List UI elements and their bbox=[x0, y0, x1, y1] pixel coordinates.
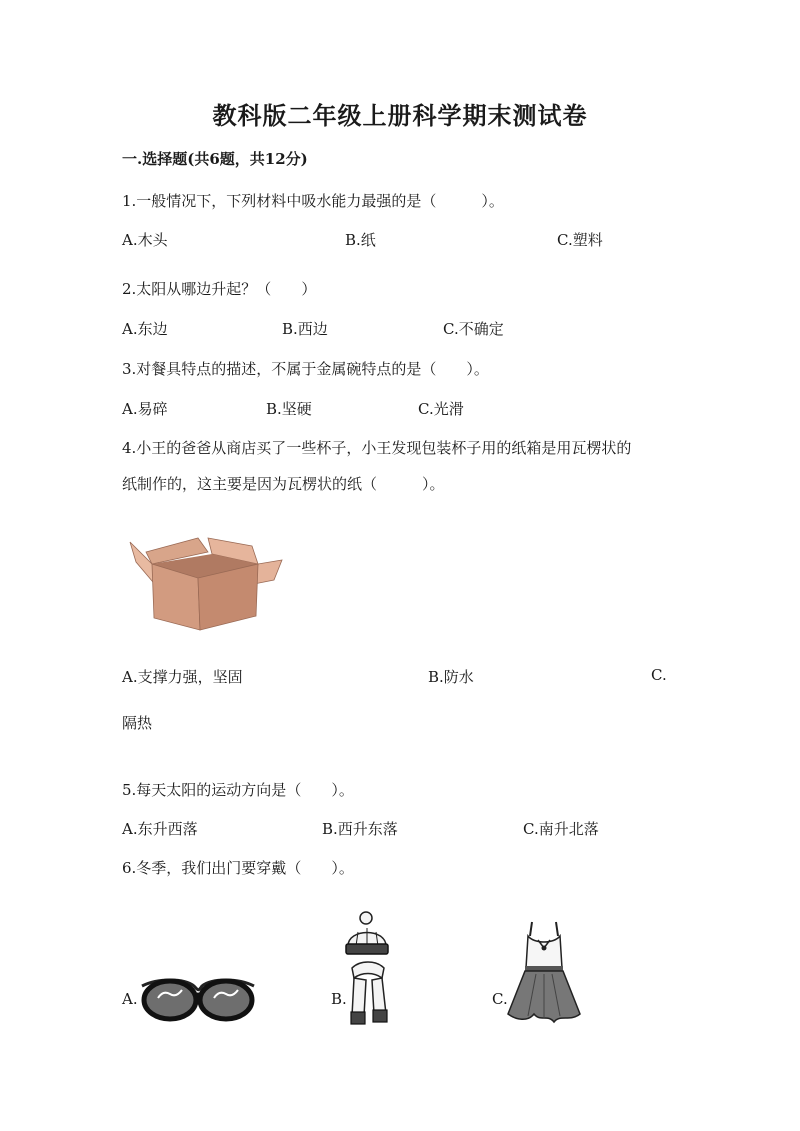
question-2-stem: 2.太阳从哪边升起？（ ） bbox=[122, 280, 317, 298]
question-3-stem: 3.对餐具特点的描述，不属于金属碗特点的是（ ）。 bbox=[122, 360, 489, 378]
page-title: 教科版二年级上册科学期末测试卷 bbox=[212, 101, 588, 130]
question-6-option-b[interactable]: B. bbox=[331, 990, 347, 1008]
sunglasses-icon bbox=[138, 972, 258, 1028]
question-2-option-b[interactable]: B.西边 bbox=[282, 320, 328, 338]
question-6-option-c[interactable]: C. bbox=[492, 990, 508, 1008]
question-4-option-c-continued[interactable]: 隔热 bbox=[122, 714, 153, 732]
question-4-option-c[interactable]: C. bbox=[651, 666, 667, 684]
question-6-stem: 6.冬季，我们出门要穿戴（ ）。 bbox=[122, 859, 354, 877]
question-4-option-a[interactable]: A.支撑力强，坚固 bbox=[122, 668, 243, 686]
cardboard-box-image bbox=[128, 532, 284, 632]
question-1-option-c[interactable]: C.塑料 bbox=[557, 231, 603, 249]
question-1-stem: 1.一般情况下，下列材料中吸水能力最强的是（ ）。 bbox=[122, 192, 504, 210]
dress-icon bbox=[506, 918, 582, 1030]
question-1-option-b[interactable]: B.纸 bbox=[345, 231, 376, 249]
question-2-option-a[interactable]: A.东边 bbox=[122, 320, 168, 338]
question-3-option-c[interactable]: C.光滑 bbox=[418, 400, 464, 418]
question-3-option-a[interactable]: A.易碎 bbox=[122, 400, 168, 418]
question-3-option-b[interactable]: B.坚硬 bbox=[266, 400, 312, 418]
question-2-option-c[interactable]: C.不确定 bbox=[443, 320, 504, 338]
question-5-option-a[interactable]: A.东升西落 bbox=[122, 820, 198, 838]
question-1-option-a[interactable]: A.木头 bbox=[122, 231, 168, 249]
question-5-stem: 5.每天太阳的运动方向是（ ）。 bbox=[122, 781, 354, 799]
question-5-option-b[interactable]: B.西升东落 bbox=[322, 820, 398, 838]
hat-and-scarf-icon bbox=[342, 910, 394, 1030]
question-6-option-a[interactable]: A. bbox=[122, 990, 138, 1008]
question-4-option-b[interactable]: B.防水 bbox=[428, 668, 474, 686]
section-heading: 一.选择题(共6题，共12分) bbox=[122, 150, 308, 168]
question-4-stem-line-2: 纸制作的，这主要是因为瓦楞状的纸（ ）。 bbox=[122, 475, 445, 493]
question-4-stem-line-1: 4.小王的爸爸从商店买了一些杯子，小王发现包装杯子用的纸箱是用瓦楞状的 bbox=[122, 439, 632, 457]
question-5-option-c[interactable]: C.南升北落 bbox=[523, 820, 599, 838]
